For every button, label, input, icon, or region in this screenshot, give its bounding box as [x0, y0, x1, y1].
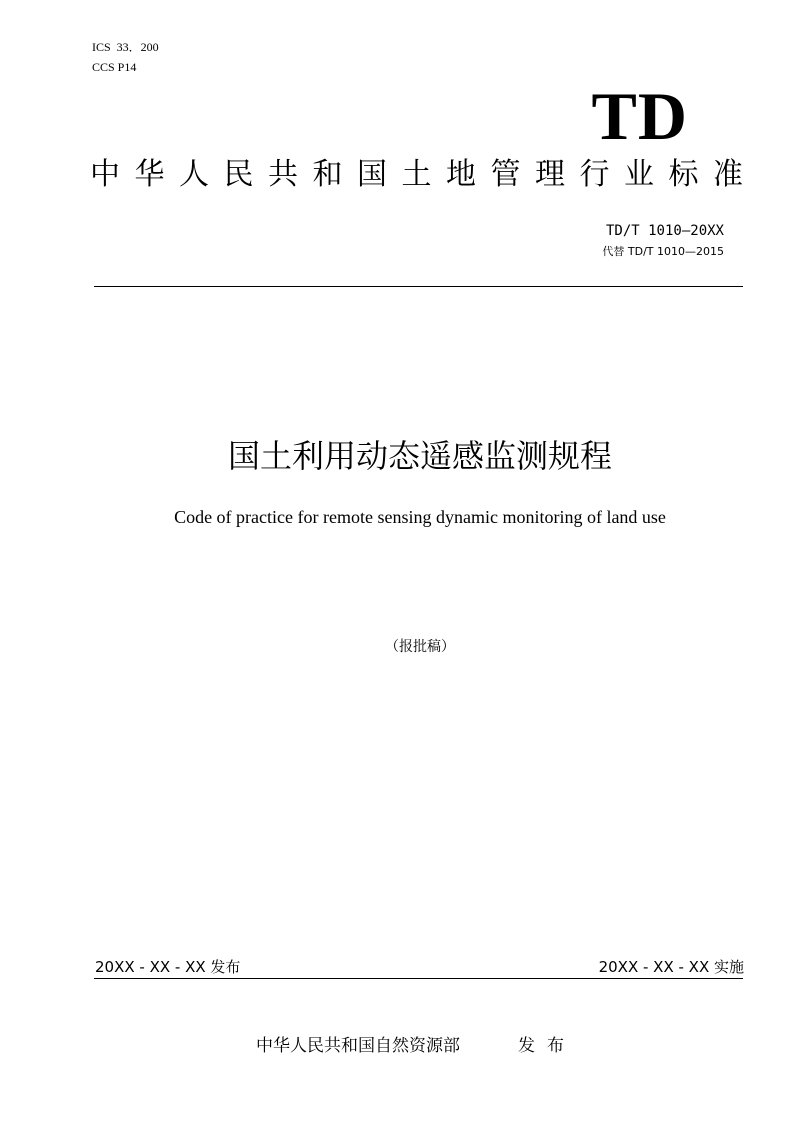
ics-code: ICS 33．200: [92, 40, 159, 54]
document-title-english: Code of practice for remote sensing dynamic monitoring of land use: [174, 507, 666, 527]
standard-number: TD/T 1010—20XX: [605, 223, 724, 239]
implementation-date: 20XX - XX - XX 实施: [598, 958, 744, 976]
document-title-chinese: 国土利用动态遥感监测规程: [227, 437, 612, 475]
draft-status: （报批稿）: [385, 639, 455, 655]
replaces-standard: 代替 TD/T 1010—2015: [602, 245, 724, 258]
standard-category-title: 中华人民共和国土地管理行业标准: [90, 157, 758, 192]
issue-date: 20XX - XX - XX 发布: [95, 958, 241, 976]
publish-label: 发布: [518, 1036, 576, 1056]
footer-divider: [94, 978, 743, 979]
publisher-name: 中华人民共和国自然资源部: [256, 1036, 460, 1056]
td-logo: TD: [591, 78, 688, 154]
header-divider: [94, 286, 743, 287]
ccs-code: CCS P14: [92, 60, 137, 74]
